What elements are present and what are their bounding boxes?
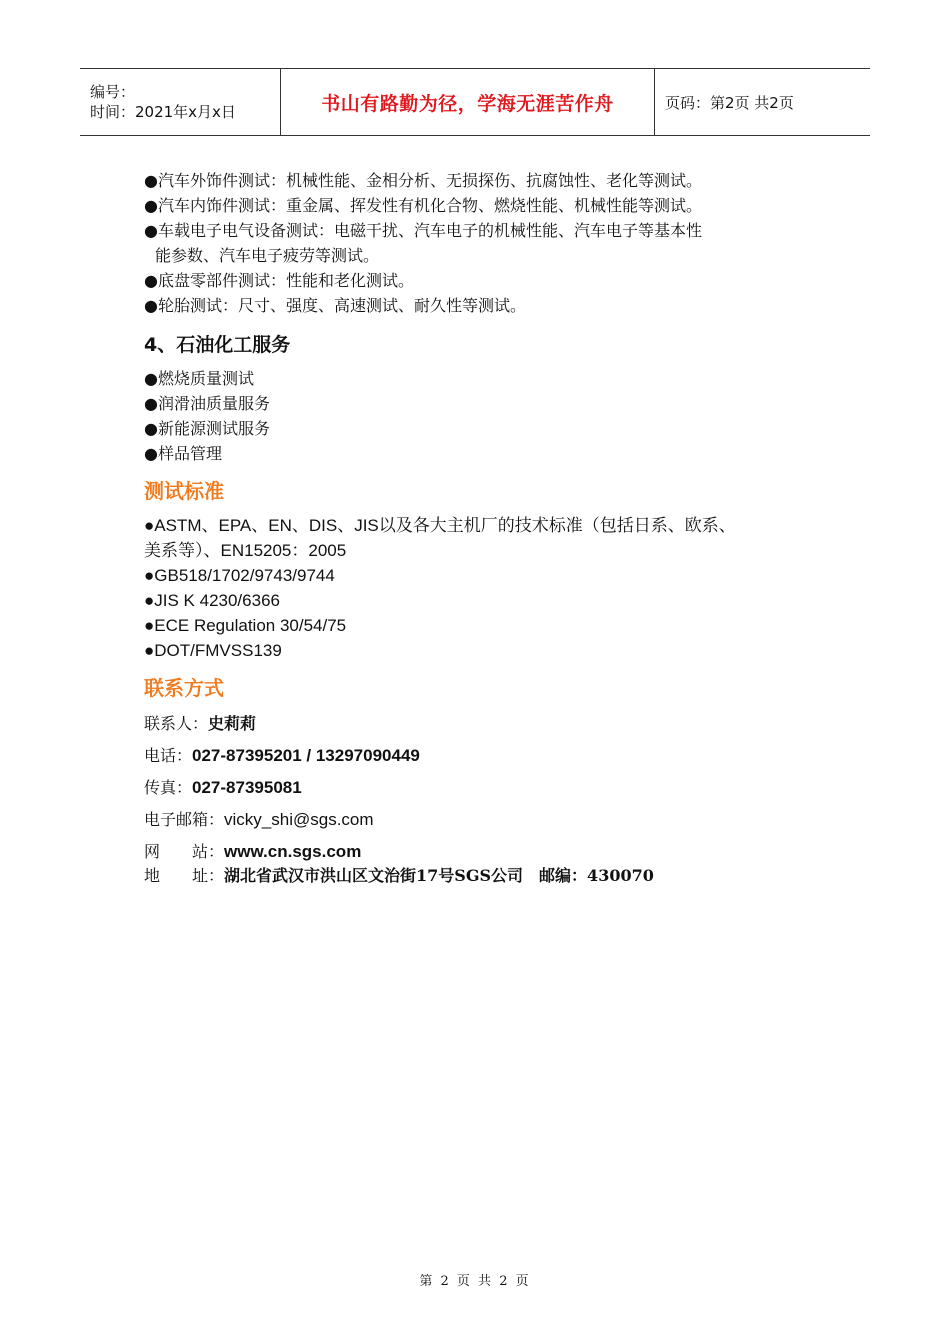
contact-address: [144, 864, 834, 888]
header-page-info: [655, 69, 870, 135]
list-item: ●样品管理: [144, 444, 222, 463]
list-item: ●底盘零部件测试：性能和老化测试。: [144, 271, 414, 290]
contact-phone: [144, 744, 834, 768]
auto-test-list: [144, 168, 834, 318]
page-header: [80, 68, 870, 136]
page-footer: 第 2 页 共 2 页: [419, 1274, 531, 1289]
list-item: ●JIS K 4230/6366: [144, 591, 280, 610]
contact-fax-value: 027-87395081: [192, 778, 302, 797]
contact-email: [144, 808, 834, 832]
list-item: ●车载电子电气设备测试：电磁干扰、汽车电子的机械性能、汽车电子等基本性: [144, 221, 702, 240]
contact-website: [144, 840, 834, 864]
contact-block: [144, 712, 834, 888]
list-item: ●ECE Regulation 30/54/75: [144, 616, 347, 635]
list-item: ●GB518/1702/9743/9744: [144, 566, 335, 585]
contact-fax-label: 传真：: [144, 778, 193, 797]
section-title-petrochem: 4、石油化工服务: [144, 334, 291, 356]
contact-phone-label: 电话：: [144, 746, 193, 765]
contact-fax: [144, 776, 834, 800]
contact-email-value[interactable]: vicky_shi@sgs.com: [224, 810, 374, 829]
contact-address-value: 湖北省武汉市洪山区文治街17号SGS公司 邮编：430070: [224, 866, 654, 885]
list-item: ●燃烧质量测试: [144, 369, 254, 388]
section-title-standards: 测试标准: [144, 479, 224, 503]
page-info: 页码：第2页 共2页: [665, 93, 794, 112]
document-body: [144, 168, 834, 888]
number-label: 编号：: [90, 83, 136, 101]
contact-address-label: 地 址：: [144, 866, 225, 885]
time-label: 时间：2021年x月x日: [90, 103, 236, 121]
contact-email-label: 电子邮箱：: [144, 810, 225, 829]
contact-website-label: 网 站：: [144, 842, 225, 861]
list-item: ●DOT/FMVSS139: [144, 641, 282, 660]
list-item-continuation: 美系等）、EN15205：2005: [144, 541, 347, 560]
contact-person-label: 联系人：: [144, 714, 209, 733]
list-item: ●润滑油质量服务: [144, 394, 270, 413]
header-meta: [80, 69, 281, 135]
list-item: ●新能源测试服务: [144, 419, 270, 438]
contact-website-value[interactable]: www.cn.sgs.com: [224, 842, 362, 861]
contact-person-value: 史莉莉: [208, 714, 257, 733]
list-item: ●汽车内饰件测试：重金属、挥发性有机化合物、燃烧性能、机械性能等测试。: [144, 196, 702, 215]
contact-person: [144, 712, 834, 736]
header-motto-cell: [281, 69, 655, 135]
list-item: ●ASTM、EPA、EN、DIS、JIS以及各大主机厂的技术标准（包括日系、欧系、: [144, 516, 736, 535]
list-item: ●轮胎测试：尺寸、强度、高速测试、耐久性等测试。: [144, 296, 526, 315]
standards-list: [144, 513, 834, 663]
section-title-contact: 联系方式: [144, 676, 224, 700]
motto: 书山有路勤为径，学海无涯苦作舟: [321, 92, 614, 115]
contact-phone-value: 027-87395201 / 13297090449: [192, 746, 420, 765]
list-item-continuation: 能参数、汽车电子疲劳等测试。: [155, 246, 380, 265]
petro-list: [144, 366, 834, 466]
list-item: ●汽车外饰件测试：机械性能、金相分析、无损探伤、抗腐蚀性、老化等测试。: [144, 171, 702, 190]
